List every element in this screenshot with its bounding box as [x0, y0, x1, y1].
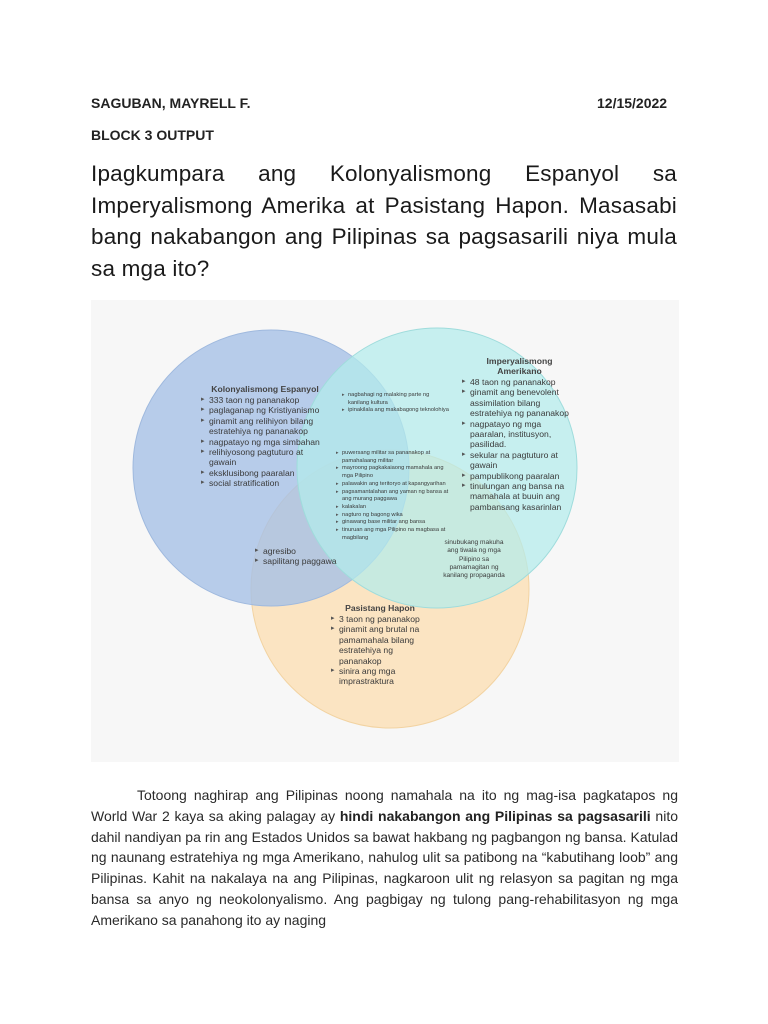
all-three-item: ▸ mayroong pagkakaiaong mamahala ang mga Pilipino — [336, 465, 454, 480]
all-three-item: ▸ puwersang militar sa pananakop at pamahalaang militar — [336, 450, 454, 465]
paragraph-text-2: nito dahil nandiyan pa rin ang Estados Unidos sa bawat hakbang ng pagbangon ng bansa. Katulad ng naunang estratehiya ng mga Amerikano, nahulog ulit sa patibong na “kabutihang loob” ang Pilipinas. Kahit na nakalaya na ang Pilipinas, nagkaroon ulit ng relasyon sa pagitan ng mga bansa sa anyo ng neokolonyalismo. Ang pagbigay ng tulong pang-rehabilitasyon ng mga Amerikano sa panahong ito ay naging — [91, 807, 678, 928]
american-section — [462, 356, 577, 512]
paragraph-bold: hindi nakabangon ang Pilipinas sa pagsasarili — [339, 807, 651, 824]
american-title: Imperyalismong Amerikano — [486, 356, 553, 376]
japanese-title: Pasistang Hapon — [345, 603, 415, 613]
american-item: ▸ tinulungan ang bansa na mamahala at buuin ang pambansang kasarinlan — [462, 481, 577, 512]
spanish-item: ▸ ginamit ang relihiyon bilang estratehiya ng pananakop — [201, 416, 329, 437]
all-three-section — [336, 450, 454, 542]
american-item: ▸ 48 taon ng pananakop — [462, 377, 577, 387]
all-three-item: ▸ nagturo ng bagong wika — [336, 512, 454, 520]
spanish-american-section — [342, 392, 452, 415]
date: 12/15/2022 — [597, 95, 668, 111]
page-title: Ipagkumpara ang Kolonyalismong Espanyol sa Imperyalismong Amerika at Pasistang Hapon. Masasabi bang nakabangon ang Pilipinas sa pagsasarili niya mula sa mga ito? — [91, 161, 677, 281]
spanish-item: ▸ paglaganap ng Kristiyanismo — [201, 405, 329, 415]
all-three-item: ▸ pagsamantalahan ang yaman ng bansa at ang murang paggawa — [336, 489, 454, 504]
spanish-item: ▸ eksklusibong paaralan — [201, 468, 329, 478]
american-item: ▸ pampublikong paaralan — [462, 471, 577, 481]
spanish-japanese-section — [255, 546, 355, 567]
all-three-item: ▸ ginawang base militar ang bansa — [336, 519, 454, 527]
japanese-section — [331, 603, 429, 687]
spanish-japanese-item: ▸ sapilitang paggawa — [255, 556, 355, 566]
all-three-item: ▸ palawakin ang teritoryo at kapangyarihan — [336, 481, 454, 489]
paragraph-text-1: Totoong naghirap ang Pilipinas noong namahala na ito ng mag-isa pagkatapos ng World War 2 kaya sa aking palagay ay — [91, 787, 678, 824]
all-three-item: ▸ kalakalan — [336, 504, 454, 512]
spanish-american-item: ▸ ipinakilala ang makabagong teknolohiya — [342, 407, 452, 415]
spanish-japanese-item: ▸ agresibo — [255, 546, 355, 556]
american-item: ▸ ginamit ang benevolent assimilation bilang estratehiya ng pananakop — [462, 387, 577, 418]
spanish-item: ▸ relihiyosong pagtuturo at gawain — [201, 447, 329, 468]
spanish-title: Kolonyalismong Espanyol — [211, 384, 319, 394]
essay-paragraph — [91, 785, 678, 931]
block-label: BLOCK 3 OUTPUT — [91, 127, 214, 143]
american-japanese-text: sinubukang makuha ang tiwala ng mga Pilipino sa pamamagitan ng kanilang propaganda — [443, 539, 505, 580]
venn-diagram — [91, 300, 679, 762]
spanish-section — [201, 384, 329, 489]
spanish-american-item: ▸ nagbahagi ng malaking parte ng kanilang kultura — [342, 392, 452, 407]
all-three-item: ▸ tinuruan ang mga Pilipino na magbasa at magbilang — [336, 527, 454, 542]
american-japanese-section — [441, 539, 507, 580]
spanish-item: ▸ nagpatayo ng mga simbahan — [201, 437, 329, 447]
spanish-item: ▸ 333 taon ng pananakop — [201, 395, 329, 405]
american-item: ▸ nagpatayo ng mga paaralan, institusyon, pasilidad. — [462, 419, 577, 450]
japanese-item: ▸ 3 taon ng pananakop — [331, 614, 429, 624]
spanish-item: ▸ social stratification — [201, 478, 329, 488]
japanese-item: ▸ sinira ang mga imprastraktura — [331, 666, 429, 687]
japanese-item: ▸ ginamit ang brutal na pamamahala bilang estratehiya ng pananakop — [331, 624, 429, 666]
american-item: ▸ sekular na pagtuturo at gawain — [462, 450, 577, 471]
student-name: SAGUBAN, MAYRELL F. — [91, 95, 251, 111]
